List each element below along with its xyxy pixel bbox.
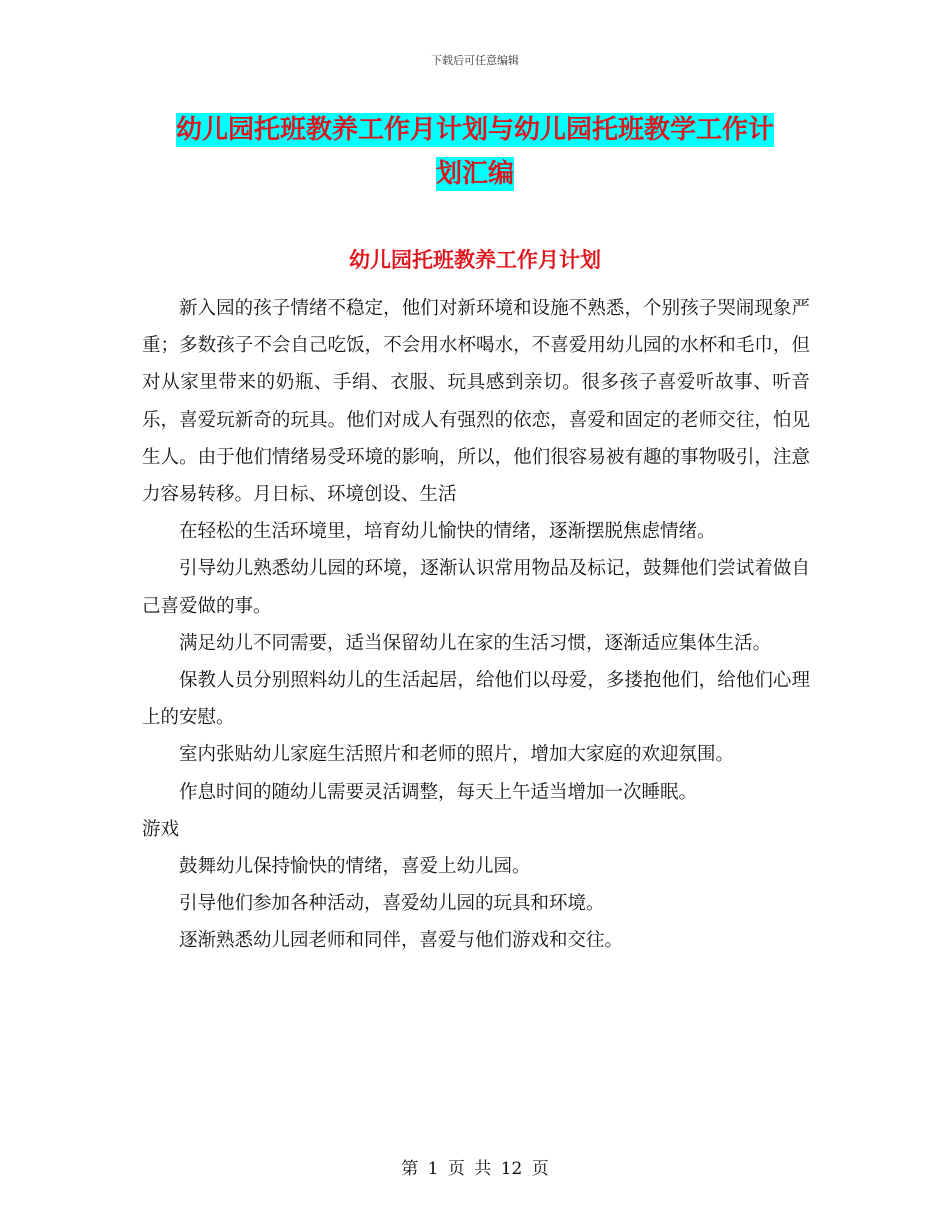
paragraph-heading: 游戏 [142, 818, 180, 840]
paragraph: 保教人员分别照料幼儿的生活起居，给他们以母爱，多搂抱他们，给他们心理上的安慰。 [142, 670, 810, 729]
paragraph: 引导他们参加各种活动，喜爱幼儿园的玩具和环境。 [179, 893, 605, 915]
paragraph: 逐渐熟悉幼儿园老师和同伴，喜爱与他们游戏和交往。 [179, 930, 624, 952]
section-title: 幼儿园托班教养工作月计划 [349, 248, 601, 272]
paragraph: 新入园的孩子情绪不稳定，他们对新环境和设施不熟悉，个别孩子哭闹现象严重；多数孩子不会自己吃饭，不会用水杯喝水，不喜爱用幼儿园的水杯和毛巾，但对从家里带来的奶瓶、手绢、衣服、玩具感到亲切。很多孩子喜爱听故事、听音乐，喜爱玩新奇的玩具。他们对成人有强烈的依恋，喜爱和固定的老师交往，怕见生人。由于他们情绪易受环境的影响，所以，他们很容易被有趣的事物吸引，注意力容易转移。月日标、环境创设、生活 [142, 298, 810, 506]
document-title-line-1: 幼儿园托班教养工作月计划与幼儿园托班教学工作计 [175, 115, 774, 145]
paragraph: 满足幼儿不同需要，适当保留幼儿在家的生活习惯，逐渐适应集体生活。 [179, 632, 772, 654]
paragraph: 室内张贴幼儿家庭生活照片和老师的照片，增加大家庭的欢迎氛围。 [179, 744, 735, 766]
page-footer: 第 1 页 共 12 页 [401, 1159, 549, 1179]
document-title-line-2: 划汇编 [435, 159, 514, 189]
body-text [142, 290, 810, 960]
paragraph: 作息时间的随幼儿需要灵活调整，每天上午适当增加一次睡眠。 [179, 781, 698, 803]
page-header-note: 下载后可任意编辑 [431, 54, 519, 67]
paragraph: 鼓舞幼儿保持愉快的情绪，喜爱上幼儿园。 [179, 856, 531, 878]
paragraph: 引导幼儿熟悉幼儿园的环境，逐渐认识常用物品及标记，鼓舞他们尝试着做自己喜爱做的事。 [142, 558, 810, 617]
document-title [140, 108, 810, 196]
paragraph: 在轻松的生活环境里，培育幼儿愉快的情绪，逐渐摆脱焦虑情绪。 [179, 521, 716, 543]
